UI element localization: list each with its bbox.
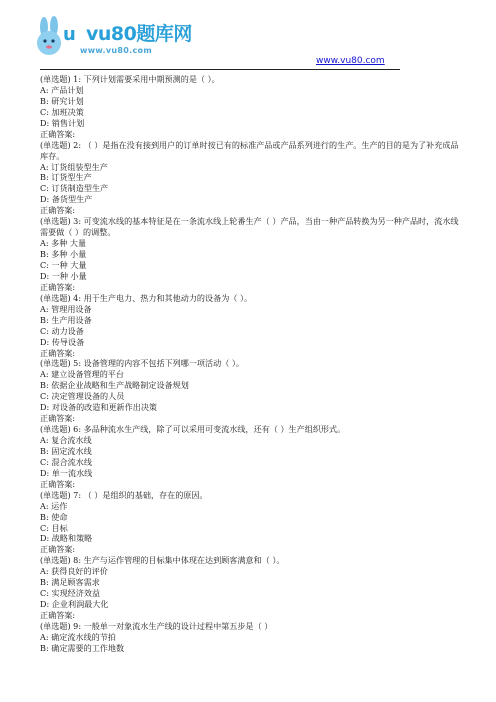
option-b: B: 满足顾客需求 (40, 577, 100, 588)
option-c: C: 加班决策 (40, 106, 84, 117)
answer-label: 正确答案: (40, 281, 76, 292)
option-a: A: 复合流水线 (40, 435, 92, 445)
question-stem: (单选题) 3: 可变流水线的基本特征是在一条流水线上轮番生产（ ）产品，当由一种产品转换为另一种产品时，流水线需要做（ ）的调整。 (40, 216, 459, 238)
option-b: B: 使命 (40, 511, 68, 522)
answer-label: 正确答案: (40, 205, 76, 216)
option-b: B: 订货型生产 (40, 172, 92, 183)
option-b: B: 研究计划 (40, 95, 84, 106)
option-a: A: 确定流水线的节拍 (40, 631, 116, 642)
option-c: C: 目标 (40, 522, 68, 533)
option-b: B: 依据企业战略和生产战略制定设备规划 (40, 380, 189, 391)
answer-label: 正确答案: (40, 610, 76, 620)
option-a: A: 订货组装型生产 (40, 161, 108, 172)
page-header (0, 0, 496, 72)
option-a: A: 管理用设备 (40, 303, 92, 314)
site-logo[interactable] (30, 16, 192, 62)
option-c: C: 决定管理设备的人员 (40, 391, 125, 402)
option-c: C: 订货制造型生产 (40, 183, 109, 194)
logo-url: www.vu80.com (80, 46, 152, 55)
option-a: A: 建立设备管理的平台 (40, 369, 124, 380)
option-d: D: 备货型生产 (40, 194, 93, 205)
option-a: A: 多种 大量 (40, 238, 87, 249)
option-c: C: 混合流水线 (40, 456, 92, 467)
question-stem: (单选题) 9: 一般单一对象流水生产线的设计过程中第五步是（ ） (40, 620, 273, 631)
option-a: A: 运作 (40, 500, 68, 511)
option-d: D: 单一流水线 (40, 467, 93, 478)
rabbit-mascot-icon (30, 16, 86, 62)
question-stem: (单选题) 5: 设备管理的内容不包括下列哪一项活动（ ）。 (40, 358, 245, 369)
question-stem: (单选题) 4: 用于生产电力、热力和其他动力的设备为（ ）。 (40, 292, 253, 303)
option-b: B: 生产用设备 (40, 314, 92, 325)
option-a: A: 获得良好的评价 (40, 566, 108, 577)
answer-label: 正确答案: (40, 544, 76, 555)
option-d: D: 销售计划 (40, 117, 85, 128)
option-d: D: 企业利润最大化 (40, 599, 109, 610)
option-d: D: 传导设备 (40, 336, 85, 347)
svg-text:u: u (63, 24, 76, 45)
site-link[interactable]: www.vu80.com (316, 56, 385, 66)
answer-label: 正确答案: (40, 347, 76, 358)
option-a: A: 产品计划 (40, 84, 84, 95)
question-list (40, 74, 460, 654)
question-stem: (单选题) 2: （ ）是指在没有接到用户的订单时按已有的标准产品或产品系列进行的生产。生产的目的是为了补充成品库存。 (40, 139, 459, 161)
question-stem: (单选题) 6: 多品种流水生产线，除了可以采用可变流水线，还有（ ）生产组织形式。 (40, 424, 346, 435)
option-b: B: 多种 小量 (40, 249, 87, 260)
question-stem: (单选题) 7: （ ）是组织的基础，存在的原因。 (40, 489, 208, 500)
option-d: D: 一种 小量 (40, 270, 87, 281)
option-d: D: 对设备的改造和更新作出决策 (40, 402, 158, 413)
answer-label: 正确答案: (40, 128, 76, 139)
option-b: B: 确定需要的工作地数 (40, 642, 125, 653)
option-c: C: 一种 大量 (40, 260, 87, 270)
logo-text: vu80题库网 (86, 23, 192, 45)
option-b: B: 固定流水线 (40, 445, 92, 456)
option-d: D: 战略和策略 (40, 533, 93, 544)
question-stem: (单选题) 1: 下列计划需要采用中期预测的是（ ）。 (40, 74, 220, 84)
option-c: C: 动力设备 (40, 325, 84, 336)
question-stem: (单选题) 8: 生产与运作管理的目标集中体现在达到顾客满意和（ ）。 (40, 555, 285, 566)
answer-label: 正确答案: (40, 413, 76, 424)
option-c: C: 实现经济效益 (40, 588, 101, 599)
header-divider (40, 69, 400, 70)
answer-label: 正确答案: (40, 478, 76, 489)
